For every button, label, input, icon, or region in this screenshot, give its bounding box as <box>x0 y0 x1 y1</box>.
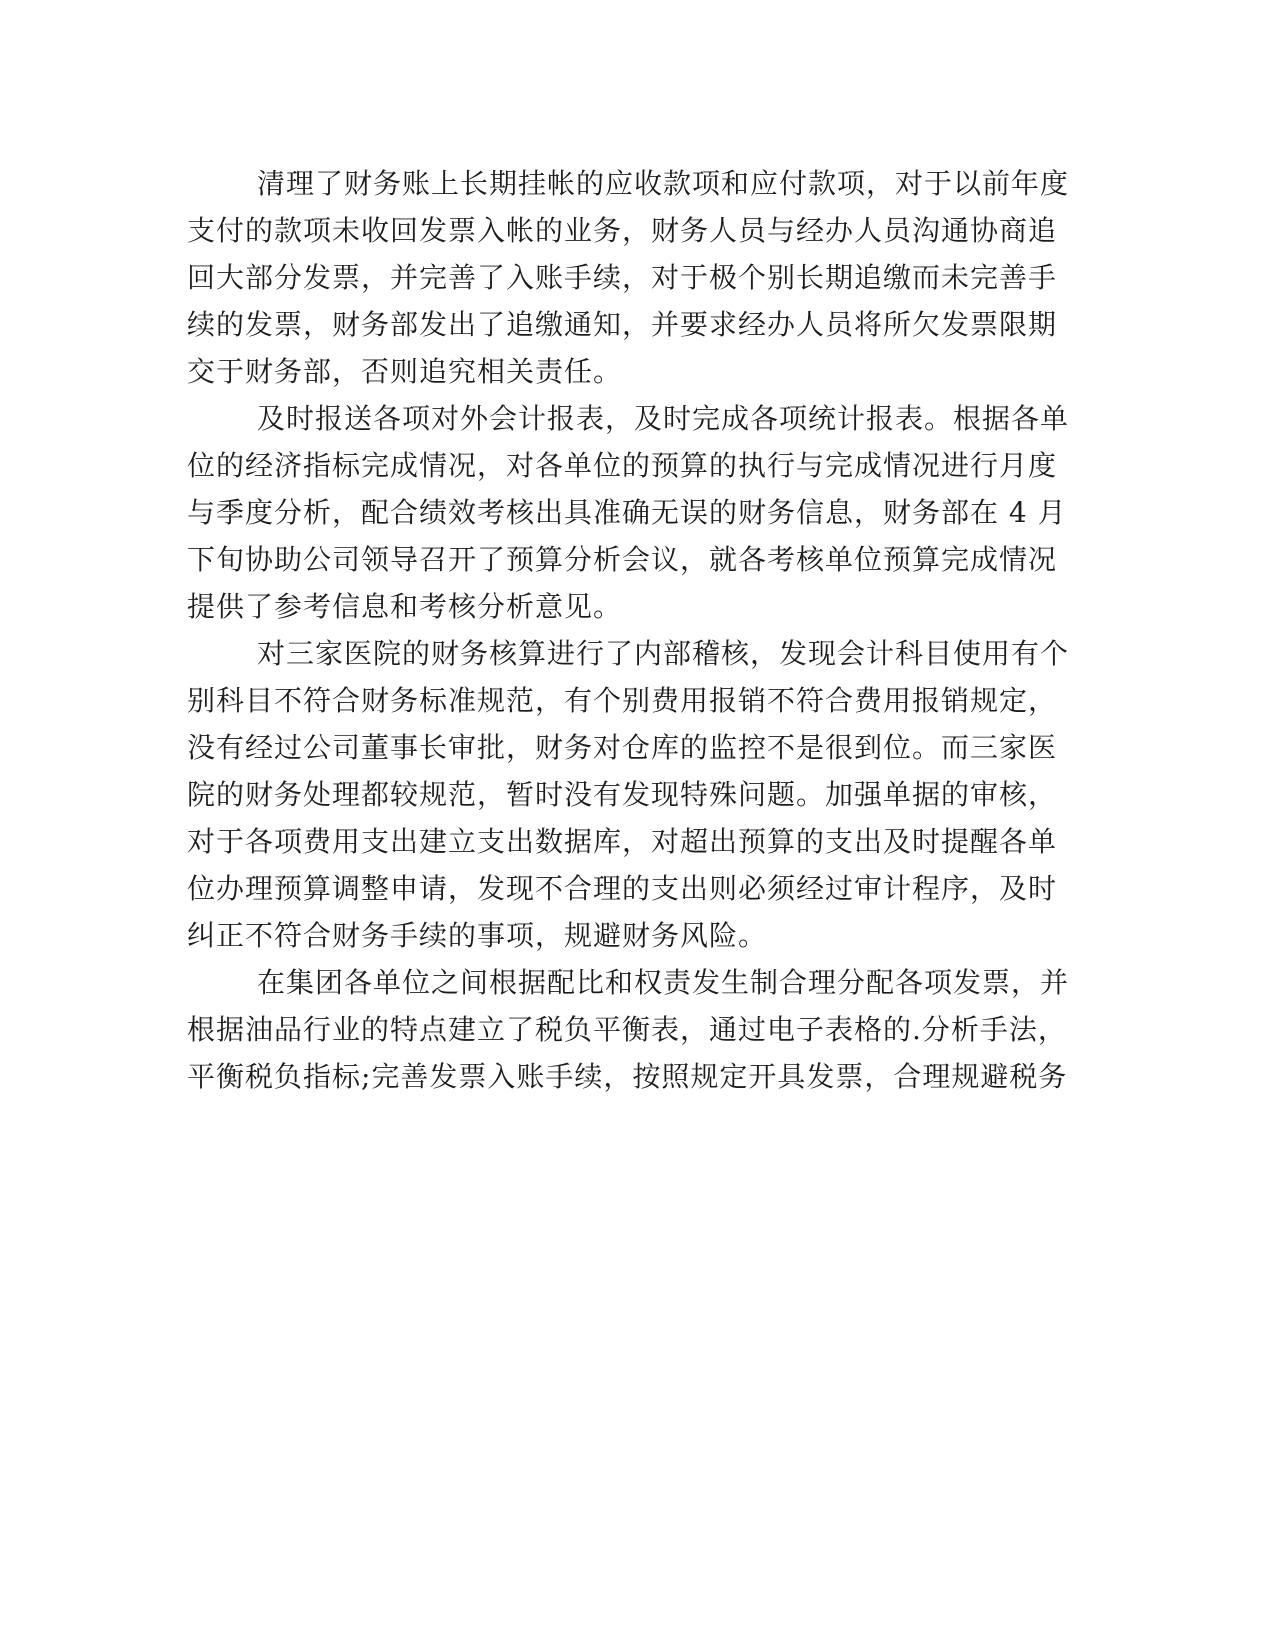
paragraph-1 <box>187 160 1070 395</box>
text-line: 对三家医院的财务核算进行了内部稽核，发现会计科目使用有个 <box>257 637 1070 670</box>
text-line: 位办理预算调整申请，发现不合理的支出则必须经过审计程序，及时 <box>187 872 1058 905</box>
text-line: 支付的款项未收回发票入帐的业务，财务人员与经办人员沟通协商追 <box>187 214 1058 247</box>
text-line: 续的发票，财务部发出了追缴通知，并要求经办人员将所欠发票限期 <box>187 308 1058 341</box>
paragraph-3 <box>187 630 1070 959</box>
text-line: 交于财务部，否则追究相关责任。 <box>187 355 623 388</box>
text-line: 对于各项费用支出建立支出数据库，对超出预算的支出及时提醒各单 <box>187 825 1058 858</box>
text-line: 在集团各单位之间根据配比和权责发生制合理分配各项发票，并 <box>257 966 1070 999</box>
paragraph-4 <box>187 959 1070 1100</box>
text-line: 与季度分析，配合绩效考核出具准确无误的财务信息，财务部在 4 月 <box>187 496 1067 529</box>
text-line: 位的经济指标完成情况，对各单位的预算的执行与完成情况进行月度 <box>187 449 1058 482</box>
text-line: 纠正不符合财务手续的事项，规避财务风险。 <box>187 919 768 952</box>
text-line: 根据油品行业的特点建立了税负平衡表，通过电子表格的.分析手法， <box>187 1013 1067 1046</box>
text-line: 回大部分发票，并完善了入账手续，对于极个别长期追缴而未完善手 <box>187 261 1058 294</box>
paragraph-2 <box>187 395 1070 630</box>
text-line: 平衡税负指标;完善发票入账手续，按照规定开具发票，合理规避税务 <box>187 1060 1068 1093</box>
text-line: 没有经过公司董事长审批，财务对仓库的监控不是很到位。而三家医 <box>187 731 1058 764</box>
text-line: 院的财务处理都较规范，暂时没有发现特殊问题。加强单据的审核， <box>187 778 1058 811</box>
text-line: 别科目不符合财务标准规范，有个别费用报销不符合费用报销规定， <box>187 684 1058 717</box>
text-line: 提供了参考信息和考核分析意见。 <box>187 590 623 623</box>
text-line: 下旬协助公司领导召开了预算分析会议，就各考核单位预算完成情况 <box>187 543 1058 576</box>
text-line: 及时报送各项对外会计报表，及时完成各项统计报表。根据各单 <box>257 402 1070 435</box>
document-body <box>187 160 1070 1100</box>
text-line: 清理了财务账上长期挂帐的应收款项和应付款项，对于以前年度 <box>257 167 1070 200</box>
